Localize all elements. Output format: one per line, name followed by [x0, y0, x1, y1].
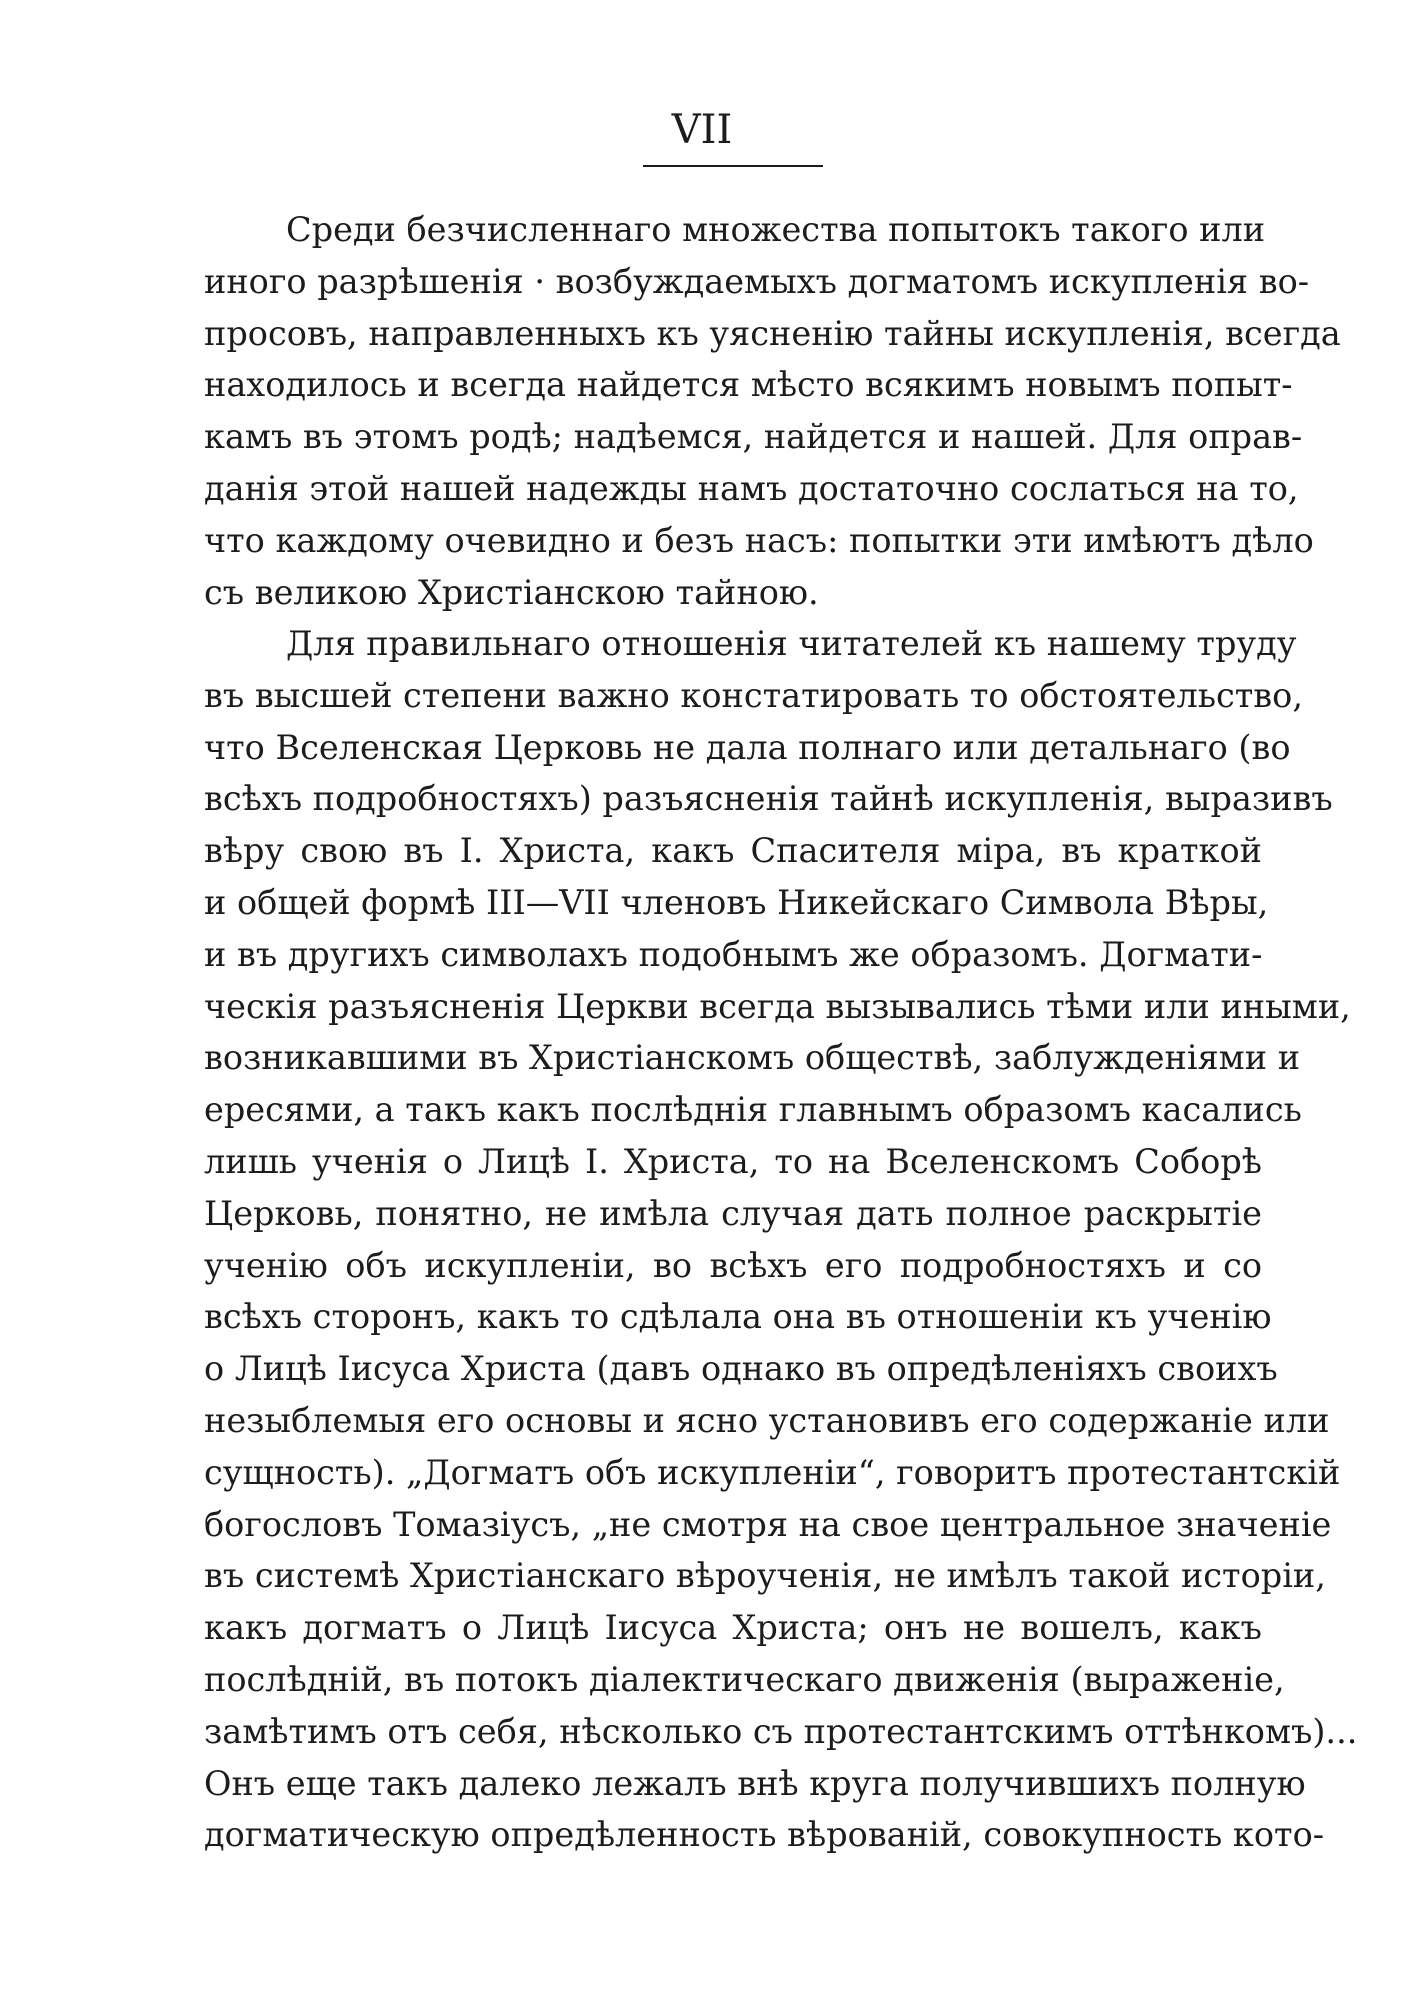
text-line: какъ догматъ о Лицѣ Іисуса Христа; онъ не вошелъ, какъ	[204, 1608, 1262, 1648]
page-number: VII	[671, 107, 733, 153]
text-line: и общей формѣ III—VII членовъ Никейскаго Символа Вѣры,	[204, 882, 1269, 922]
header-rule	[643, 165, 823, 167]
text-line: камъ въ этомъ родѣ; надѣемся, найдется и нашей. Для оправ-	[204, 417, 1303, 457]
text-line: незыблемыя его основы и ясно установивъ его содержаніе или	[204, 1400, 1330, 1440]
text-line: вѣру свою въ I. Христа, какъ Спасителя міра, въ краткой	[204, 831, 1262, 871]
text-line: ученію объ искупленіи, во всѣхъ его подробностяхъ и со	[204, 1245, 1262, 1285]
text-line: въ системѣ Христіанскаго вѣроученія, не имѣлъ такой исторіи,	[204, 1556, 1326, 1596]
text-line: Церковь, понятно, не имѣла случая дать полное раскрытіе	[204, 1193, 1262, 1233]
paragraph-2	[204, 618, 1358, 1861]
text-line: что каждому очевидно и безъ насъ: попытки эти имѣютъ дѣло	[204, 520, 1314, 560]
text-line: сущность). „Догматъ объ искупленіи“, говоритъ протестантскій	[204, 1452, 1341, 1492]
text-line: находилось и всегда найдется мѣсто всякимъ новымъ попыт-	[204, 365, 1293, 405]
text-line: замѣтимъ отъ себя, нѣсколько съ протестантскимъ оттѣнкомъ)...	[204, 1711, 1358, 1751]
text-line: возникавшими въ Христіанскомъ обществѣ, заблужденіями и	[204, 1038, 1301, 1078]
paragraph-1	[204, 204, 1341, 618]
text-line: ересями, а такъ какъ послѣднія главнымъ образомъ касались	[204, 1090, 1302, 1130]
text-line: данія этой нашей надежды намъ достаточно сослаться на то,	[204, 468, 1299, 508]
text-line: Онъ еще такъ далеко лежалъ внѣ круга получившихъ полную	[204, 1763, 1306, 1803]
text-line: послѣдній, въ потокъ діалектическаго движенія (выраженіе,	[204, 1659, 1285, 1699]
text-line: Среди безчисленнаго множества попытокъ такого или	[286, 210, 1266, 249]
text-line: лишь ученія о Лицѣ I. Христа, то на Вселенскомъ Соборѣ	[204, 1141, 1262, 1181]
text-line: Для правильнаго отношенія читателей къ нашему труду	[286, 624, 1297, 663]
text-line: съ великою Христіанскою тайною.	[204, 572, 819, 612]
text-line: иного разрѣшенія · возбуждаемыхъ догматомъ искупленія во-	[204, 261, 1310, 301]
text-line: въ высшей степени важно констатировать то обстоятельство,	[204, 675, 1303, 715]
text-line: и въ другихъ символахъ подобнымъ же образомъ. Догмати-	[204, 934, 1263, 974]
text-line: всѣхъ подробностяхъ) разъясненія тайнѣ искупленія, выразивъ	[204, 779, 1333, 819]
text-line: богословъ Томазіусъ, „не смотря на свое центральное значеніе	[204, 1504, 1332, 1544]
text-line: догматическую опредѣленность вѣрованій, совокупность кото-	[204, 1815, 1325, 1855]
text-line: что Вселенская Церковь не дала полнаго или детальнаго (во	[204, 727, 1291, 767]
text-line: о Лицѣ Іисуса Христа (давъ однако въ опредѣленіяхъ своихъ	[204, 1349, 1278, 1389]
text-line: всѣхъ сторонъ, какъ то сдѣлала она въ отношеніи къ ученію	[204, 1297, 1272, 1337]
text-line: просовъ, направленныхъ къ уясненію тайны искупленія, всегда	[204, 313, 1341, 353]
text-line: ческія разъясненія Церкви всегда вызывались тѣми или иными,	[204, 986, 1351, 1026]
